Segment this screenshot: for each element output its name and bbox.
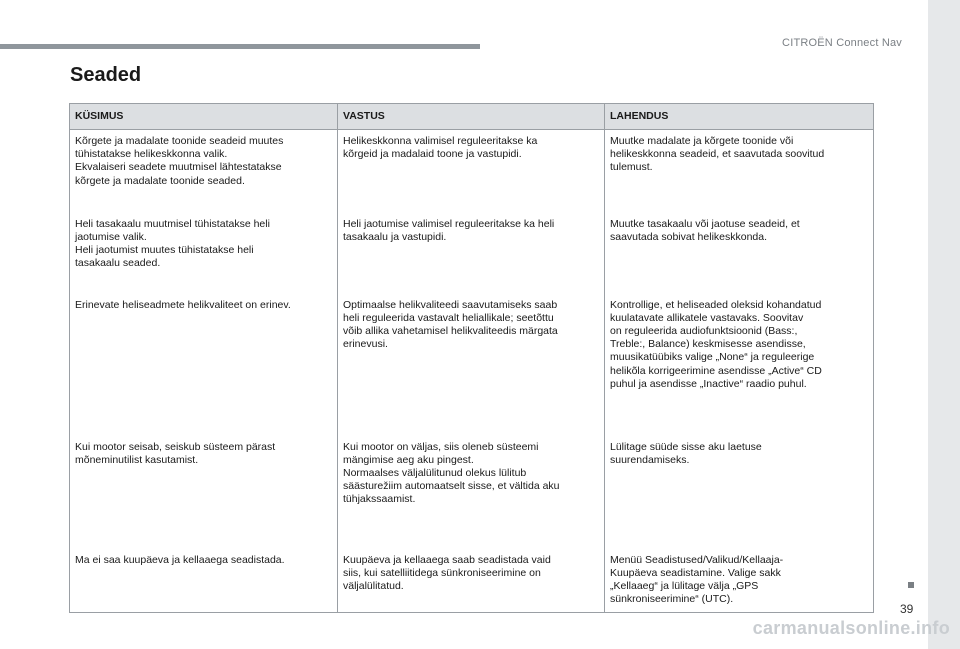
column-header-answer: VASTUS xyxy=(338,104,605,130)
table-header-row xyxy=(70,104,874,130)
question-cell: Heli tasakaalu muutmisel tühistatakse heli jaotumise valik. Heli jaotumist muutes tühistatakse heli tasakaalu seaded. xyxy=(70,213,338,294)
answer-cell: Heli jaotumise valimisel reguleeritakse ka heli tasakaalu ja vastupidi. xyxy=(338,213,605,294)
solution-cell: Menüü Seadistused/Valikud/Kellaaja- Kuupäeva seadistamine. Valige sakk „Kellaaeg“ ja lülitage välja „GPS sünkroniseerimine“ (UTC). xyxy=(605,549,874,613)
question-cell: Kõrgete ja madalate toonide seadeid muutes tühistatakse helikeskkonna valik. Ekvalaiseri seadete muutmisel lähtestatakse kõrgete ja madalate toonide seaded. xyxy=(70,130,338,213)
solution-cell: Kontrollige, et heliseaded oleksid kohandatud kuulatavate allikatele vastavaks. Soovitav on reguleerida audiofunktsioonid (Bass:, Treble:, Balance) keskmisesse asendisse, muusikatüübiks valige „None“ ja reguleerige helikõla korrigeerimine asendisse „Active“ CD puhul ja asendisse „Inactive“ raadio puhul. xyxy=(605,294,874,436)
question-cell: Kui mootor seisab, seiskub süsteem pärast mõneminutilist kasutamist. xyxy=(70,436,338,549)
section-marker-icon xyxy=(908,582,914,588)
page-number: 39 xyxy=(900,602,914,616)
section-title: Seaded xyxy=(70,64,142,86)
faq-table xyxy=(69,103,874,613)
table-row xyxy=(70,130,874,213)
side-margin-band xyxy=(928,0,960,649)
answer-cell: Kui mootor on väljas, siis oleneb süsteemi mängimise aeg aku pingest. Normaalses väljalülitunud olekus lülitub säästurežiim automaatselt sisse, et vältida aku tühjakssaamist. xyxy=(338,436,605,549)
column-header-question: KÜSIMUS xyxy=(70,104,338,130)
answer-cell: Helikeskkonna valimisel reguleeritakse ka kõrgeid ja madalaid toone ja vastupidi. xyxy=(338,130,605,213)
brand-label: CITROËN Connect Nav xyxy=(782,37,902,49)
question-cell: Erinevate heliseadmete helikvaliteet on erinev. xyxy=(70,294,338,436)
answer-cell: Optimaalse helikvaliteedi saavutamiseks saab heli reguleerida vastavalt heliallikale; seetõttu võib allika vahetamisel helikvaliteedis märgata erinevusi. xyxy=(338,294,605,436)
solution-cell: Muutke madalate ja kõrgete toonide või helikeskkonna seadeid, et saavutada soovitud tulemust. xyxy=(605,130,874,213)
table-row xyxy=(70,213,874,294)
watermark: carmanualsonline.info xyxy=(752,618,950,638)
solution-cell: Lülitage süüde sisse aku laetuse suurendamiseks. xyxy=(605,436,874,549)
table-row xyxy=(70,436,874,549)
solution-cell: Muutke tasakaalu või jaotuse seadeid, et saavutada sobivat helikeskkonda. xyxy=(605,213,874,294)
question-cell: Ma ei saa kuupäeva ja kellaaega seadistada. xyxy=(70,549,338,613)
header-rule xyxy=(0,44,480,49)
answer-cell: Kuupäeva ja kellaaega saab seadistada vaid siis, kui satelliitidega sünkroniseerimine on väljalülitatud. xyxy=(338,549,605,613)
table-row xyxy=(70,549,874,613)
column-header-solution: LAHENDUS xyxy=(605,104,874,130)
table-row xyxy=(70,294,874,436)
